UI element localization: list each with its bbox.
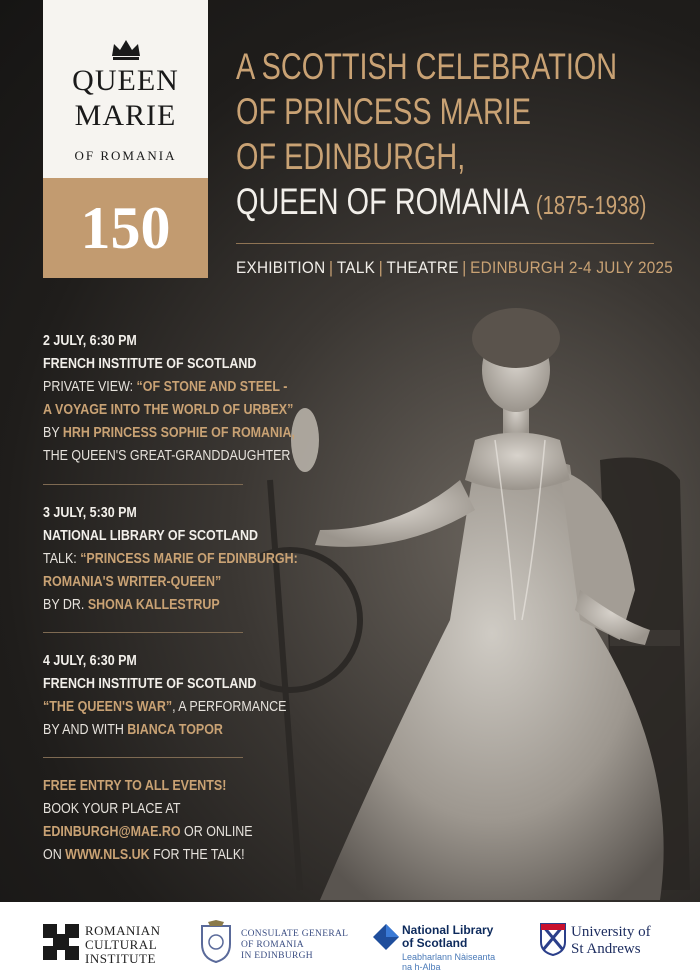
or-online-text: OR ONLINE: [180, 824, 253, 840]
events-list-2: [43, 502, 298, 617]
subtitle-exhibition: EXHIBITION: [236, 258, 326, 277]
events-list-3: [43, 650, 287, 742]
event-label: PRIVATE VIEW:: [43, 379, 137, 395]
subtitle-sep: |: [329, 258, 334, 277]
nls-line: of Scotland: [402, 936, 468, 950]
nls-line: National Library: [402, 923, 494, 937]
consulate-name: [241, 929, 348, 962]
subtitle-talk: TALK: [336, 258, 376, 277]
logo-romania-text: OF ROMANIA: [74, 148, 177, 163]
queen-marie-logo: [43, 0, 208, 178]
event-speaker: BIANCA TOPOR: [127, 722, 223, 738]
nls-logo-icon: [373, 924, 399, 950]
for-talk-text: FOR THE TALK!: [149, 847, 245, 863]
website-line: [43, 844, 267, 867]
rci-logo-icon: [43, 924, 79, 960]
event-label: BY AND WITH: [43, 722, 128, 738]
subtitle-theatre: THEATRE: [386, 258, 459, 277]
event-title: “OF STONE AND STEEL -: [136, 379, 288, 395]
email-link[interactable]: EDINBURGH@MAE.RO: [43, 824, 181, 840]
rci-line: CULTURAL: [85, 937, 158, 952]
book-text: BOOK YOUR PLACE AT: [43, 801, 181, 817]
logo-marie-text: MARIE: [74, 99, 177, 132]
event-line: [43, 594, 241, 617]
event-line: [43, 399, 294, 422]
event-divider: [43, 484, 243, 485]
event-date: 4 JULY, 6:30 PM: [43, 653, 137, 669]
anniversary-badge: 150: [43, 178, 208, 278]
nls-gaelic-line: Leabharlann Nàiseanta: [402, 952, 496, 962]
subtitle-dates: EDINBURGH 2-4 JULY 2025: [470, 258, 674, 277]
event-label: TALK:: [43, 551, 81, 567]
rci-line: ROMANIAN: [85, 923, 161, 938]
event-line: [43, 696, 287, 719]
title-years: (1875-1938): [535, 190, 647, 220]
sponsor-footer: [0, 902, 700, 980]
event-venue: FRENCH INSTITUTE OF SCOTLAND: [43, 356, 257, 372]
consulate-line: IN EDINBURGH: [241, 951, 313, 961]
event-line: [43, 422, 295, 445]
st-andrews-name: [571, 924, 651, 958]
website-link[interactable]: WWW.NLS.UK: [65, 847, 150, 863]
event-line: [43, 571, 241, 594]
rci-line: INSTITUTE: [85, 951, 156, 966]
divider: [236, 243, 654, 244]
logo-queen-text: QUEEN: [72, 64, 179, 97]
crown-icon: [110, 38, 142, 60]
event-venue: FRENCH INSTITUTE OF SCOTLAND: [43, 676, 257, 692]
title-line-4: [236, 179, 647, 228]
event-divider: [43, 757, 243, 758]
email-line: [43, 821, 267, 844]
events-list: [43, 330, 295, 468]
event-title: A VOYAGE INTO THE WORLD OF URBEX”: [43, 402, 294, 418]
event-2: [43, 502, 298, 617]
poster-title: [236, 44, 676, 228]
event-line: [43, 719, 241, 742]
coat-of-arms-icon: [198, 920, 234, 964]
title-line-3: OF EDINBURGH,: [236, 136, 466, 177]
event-label: , A PERFORMANCE: [172, 699, 287, 715]
event-venue: NATIONAL LIBRARY OF SCOTLAND: [43, 528, 258, 544]
event-divider: [43, 632, 243, 633]
event-line: THE QUEEN'S GREAT-GRANDDAUGHTER: [43, 448, 291, 464]
event-speaker: HRH PRINCESS SOPHIE OF ROMANIA,: [62, 425, 295, 441]
nls-name: [402, 924, 493, 950]
event-1: [43, 330, 295, 468]
event-speaker: SHONA KALLESTRUP: [87, 597, 220, 613]
portrait-photo: [260, 290, 700, 900]
free-entry-text: FREE ENTRY TO ALL EVENTS!: [43, 778, 227, 794]
event-date: 2 JULY, 6:30 PM: [43, 333, 137, 349]
title-line-1: A SCOTTISH CELEBRATION: [236, 46, 618, 87]
event-title: ROMANIA'S WRITER-QUEEN”: [43, 574, 222, 590]
event-title: “PRINCESS MARIE OF EDINBURGH:: [80, 551, 298, 567]
nls-gaelic-name: [402, 952, 495, 972]
title-line-2: OF PRINCESS MARIE: [236, 91, 532, 132]
event-line: [43, 548, 298, 571]
title-queen-text: QUEEN OF ROMANIA: [236, 181, 528, 222]
event-3: [43, 650, 287, 742]
event-title: “THE QUEEN'S WAR”: [43, 699, 173, 715]
subtitle-line: [236, 258, 673, 278]
consulate-line: OF ROMANIA: [241, 940, 304, 950]
nls-gaelic-line: na h-Alba: [402, 962, 441, 972]
st-andrews-crest-icon: [540, 922, 566, 956]
booking-info: [43, 775, 267, 867]
rci-name: [85, 924, 161, 966]
on-text: ON: [43, 847, 66, 863]
consulate-line: CONSULATE GENERAL: [241, 929, 349, 939]
sta-line: St Andrews: [571, 941, 641, 957]
event-line: [43, 376, 288, 399]
event-label: BY: [43, 425, 63, 441]
subtitle-sep: |: [378, 258, 383, 277]
event-date: 3 JULY, 5:30 PM: [43, 505, 137, 521]
subtitle-sep: |: [462, 258, 467, 277]
event-label: BY DR.: [43, 597, 88, 613]
sta-line: University of: [571, 924, 651, 940]
